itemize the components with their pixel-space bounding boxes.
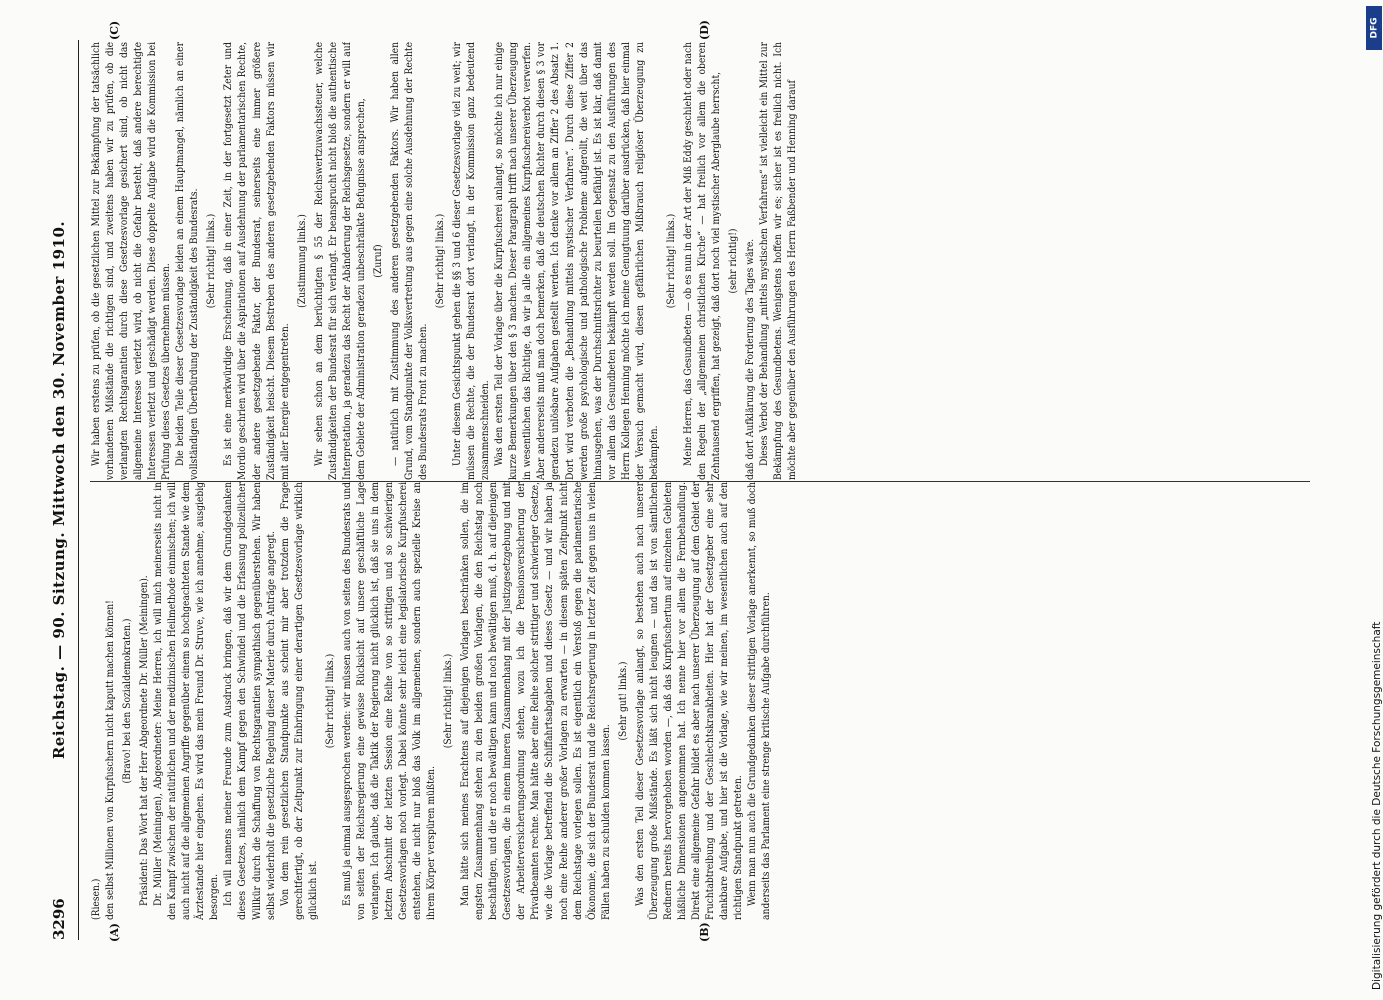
margin-mark-b: (B) <box>698 922 711 942</box>
interjection: (Sehr richtig! links.) <box>435 213 447 309</box>
margin-mark-c: (C) <box>108 20 121 40</box>
margin-mark-d: (D) <box>698 20 711 40</box>
interjection: (Bravo! bei den Sozialdemokraten.) <box>122 618 134 784</box>
paragraph: daß dort Aufklärung die Forderung des Tages wäre. <box>745 238 757 480</box>
paragraph: Präsident: Das Wort hat der Herr Abgeordnete Dr. Müller (Meiningen). <box>139 575 151 906</box>
paragraph: — natürlich mit Zustimmung des anderen gesetzgebenden Faktors. Wir haben allen Grund, vom Standpunkte der Volksvertretung aus gegen eine solche Ausdehnung der Rechte des Bundesrats Front zu machen. <box>389 42 430 480</box>
interjection: (sehr richtig!) <box>728 228 740 294</box>
paragraph: Unter diesem Gesichtspunkt gehen die §§ 3 und 6 dieser Gesetzesvorlage viel zu weit; wir müssen die Rechte, die der Bundesrat dort verlangt, in der Kommission ganz bedeutend zusammenschneiden. <box>452 42 492 480</box>
paragraph: den selbst Millionen von Kurpfuschern nicht kaputt machen können! <box>105 600 117 920</box>
interjection: (Zustimmung links.) <box>296 214 308 308</box>
paragraph: Meine Herren, das Gesundbeten — ob es nun in der Art der Miß Eddy geschieht oder nach den Regeln der „allgemeinen christlichen Kirche“ — hat freilich vor allem die oberen Zehntausend ergriffen, hat gezeigt, daß dort noch viel mystischer Aberglaube herrscht, <box>682 42 722 480</box>
page-number: 3296 <box>50 898 68 940</box>
paragraph: Was den ersten Teil dieser Gesetzesvorlage anlangt, so bestehen auch nach unserer Überzeugung große Mißstände. Es läßt sich nicht leugnen — und das ist von sämtlichen Rednern bereits hervorgehoben worden —, daß das Kurpfuschertum auf einzelnen Gebieten häßliche Dimensionen angenommen hat. Ich nenne hier vor allem die Fernbehandlung. Direkt eine allgemeine Gefahr bildet es aber nach unserer Überzeugung auf dem Gebiet der Fruchtabtreibung und der Geschlechtskrankheiten. Hier hat der Gesetzgeber eine sehr dankbare Aufgabe, und hier ist die Vorlage, wie wir meinen, im wesentlichen auch auf den richtigen Standpunkt getreten. <box>634 482 745 920</box>
interjection: (Sehr richtig! links.) <box>665 213 677 309</box>
interjection: (Sehr gut! links.) <box>617 661 629 741</box>
paragraph: Wenn man nun auch die Grundgedanken dieser strittigen Vorlage anerkennt, so muß doch anderseits das Parlament eine strenge kritische Aufgabe durchführen. <box>747 482 773 920</box>
funding-notice: Digitalisierung gefördert durch die Deutsche Forschungsgemeinschaft <box>1371 621 1383 990</box>
paragraph: Ich will namens meiner Freunde zum Ausdruck bringen, daß wir dem Grundgedanken dieses Gesetzes, nämlich dem Kampf gegen den Schwindel und die Erfassung polizeilicher Willkür durch die Schaffung von Rechtsgarantien sympathisch gegenüberstehen. Wir haben selbst wiederholt die gesetzliche Regelung dieser Materie durch Anträge angeregt. <box>223 482 277 920</box>
header-rule <box>78 40 79 940</box>
paragraph: Wir haben erstens zu prüfen, ob die gesetzlichen Mittel zur Bekämpfung der tatsächlich vorhandenen Mißstände die richtigen sind, und zweitens haben wir zu prüfen, ob die verlangten Rechtsgarantien durch diese Gesetzesvorlage gesichert sind, ob nicht das allgemeine Interesse verletzt wird, ob nicht die Gefahr besteht, daß andere berechtigte Interessen verletzt und geschädigt werden. Diese doppelte Aufgabe wird die Kommission bei Prüfung dieses Gesetzes übernehmen müssen. <box>91 42 173 480</box>
margin-mark-a: (A) <box>108 923 121 942</box>
paragraph: Es ist eine merkwürdige Erscheinung, daß in einer Zeit, in der fortgesetzt Zeter und Mordio geschrien wird über die Aspirationen auf Ausdehnung der parlamentarischen Rechte, der andere gesetzgebende Faktor, der Bundesrat, seinerseits eine immer größere Zuständigkeit heischt. Diesem Bestreben des anderen gesetzgebenden Faktors müssen wir mit aller Energie entgegentreten. <box>223 42 291 480</box>
paragraph: Von dem rein gesetzlichen Standpunkte aus scheint mir aber trotzdem die Frage gerechtfertigt, ob der Zeitpunkt zur Einbringung einer derartigen Gesetzesvorlage wirklich glücklich ist. <box>279 482 319 920</box>
left-column <box>90 482 1310 920</box>
paragraph: Wir sehen schon an dem berüchtigten § 55 der Reichswertzuwachssteuer, welche Zuständigkeiten der Bundesrat für sich verlangt. Er beansprucht nicht bloß die authentische Interpretation, ja geradezu das Recht der Abänderung der Reichsgesetze, sondern er will auf dem Gebiete der Administration geradezu unbeschränkte Befugnisse ansprechen, <box>313 42 367 480</box>
paragraph: Es muß ja einmal ausgesprochen werden: wir müssen auch von seiten des Bundesrats und von seiten der Reichsregierung eine gewisse Rücksicht auf unsere geschäftliche Lage verlangen. Ich glaube, daß die Taktik der Regierung nicht glücklich ist, daß sie uns in dem letzten Abschnitt der letzten Session eine Reihe von so strittigen und so schwierigen Gesetzesvorlagen noch vorlegt. Dabei könnte sehr leicht eine legislatorische Kurpfuscherei entstehen, die nicht nur bloß das Volk im allgemeinen, sondern auch spezielle Kreise an ihrem Körper verspüren müßten. <box>341 482 438 920</box>
interjection: (Sehr richtig! links.) <box>206 213 218 309</box>
dfg-logo: DFG <box>1366 6 1382 50</box>
page-header <box>50 40 80 940</box>
right-column <box>90 42 1310 480</box>
interjection: (Zuruf) <box>372 244 384 278</box>
page-title: Reichstag. — 90. Sitzung. Mittwoch den 30. November 1910. <box>50 220 68 760</box>
paragraph: Dieses Verbot der Behandlung „mittels mystischen Verfahrens“ ist vielleicht ein Mittel zur Bekämpfung des Gesundbetens. Wenigstens hoffen wir es; sicher ist es freilich nicht. Ich möchte aber gegenüber den Ausführungen des Herrn Faßbender und Henning darauf <box>759 42 799 480</box>
paragraph: (Riesen.) <box>91 878 102 920</box>
interjection: (Sehr richtig! links.) <box>324 653 336 749</box>
interjection: (Sehr richtig! links.) <box>443 653 455 749</box>
column-divider <box>90 481 1310 482</box>
paragraph: Die beiden Teile dieser Gesetzesvorlage leiden an einem Hauptmangel, nämlich an einer vollständigen Überbürdung der Zuständigkeit des Bundesrats. <box>175 42 201 480</box>
paragraph: Was den ersten Teil der Vorlage über die Kurpfuscherei anlangt, so möchte ich nur einige kurze Bemerkungen über den § 3 machen. Dieser Paragraph trifft nach unserer Überzeugung in wesentlichen das Richtige, da wir ja alle ein allgemeines Kurpfuschereiverbot verwerfen. Aber andererseits muß man doch bemerken, daß die deutschen Richter durch diesen § 3 vor geradezu unlösbare Aufgaben gestellt werden. Ich denke vor allem an Ziffer 2 des Absatz 1. Dort wird verboten die „Behandlung mittels mystischer Verfahren“. Durch diese Ziffer 2 werden große psychologische und pathologische Probleme aufgerollt, die weit über das hinausgehen, was der Durchschnittsrichter zu beurteilen befähigt ist. Es ist klar, daß damit vor allem das Gesundbeten bekämpft werden soll. Im Gegensatz zu den Ausführungen des Herrn Kollegen Henning möchte ich meine Genugtuung darüber ausdrücken, daß hier einmal der Versuch gemacht wird, diesen gefährlichen Mißbrauch religiöser Überzeugung zu bekämpfen. <box>494 42 660 480</box>
paragraph: Dr. Müller (Meiningen), Abgeordneter: Meine Herren, ich will mich meinerseits nicht in den Kampf zwischen der natürlichen und der medizinischen Heilmethode einmischen; ich will auch nicht auf die allgemeinen Angriffe gegenüber einem so hochgeachteten Stande wie dem Ärztestande hier eingehen. Es wird das mein Freund Dr. Struve, wie ich annehme, ausgiebig besorgen. <box>153 482 221 920</box>
paragraph: Man hätte sich meines Erachtens auf diejenigen Vorlagen beschränken sollen, die im engsten Zusammenhang stehen zu den beiden großen Vorlagen, die den Reichstag noch beschäftigen, und die er noch bewältigen kann und noch bewältigen muß, d. h. auf diejenigen Gesetzesvorlagen, die in einem inneren Zusammenhang mit der Justizgesetzgebung und mit der Arbeiterversicherungsordnung stehen, wozu ich die Pensionsversicherung der Privatbeamten rechne. Man hätte aber eine Reihe solcher strittiger und schwieriger Gesetze, wie die Vorlage betreffend die Schiffahrtsabgaben und dieses Gesetz — und wir haben ja noch eine Reihe anderer großer Vorlagen zu erwarten — in diesem späten Zeitpunkt nicht dem Reichstage vorlegen sollen. Es ist eigentlich ein Verstoß gegen die parlamentarische Ökonomie, die sich der Bundesrat und die Reichsregierung in letzter Zeit gegen uns in vielen Fällen haben zu schulden kommen lassen. <box>460 482 612 920</box>
